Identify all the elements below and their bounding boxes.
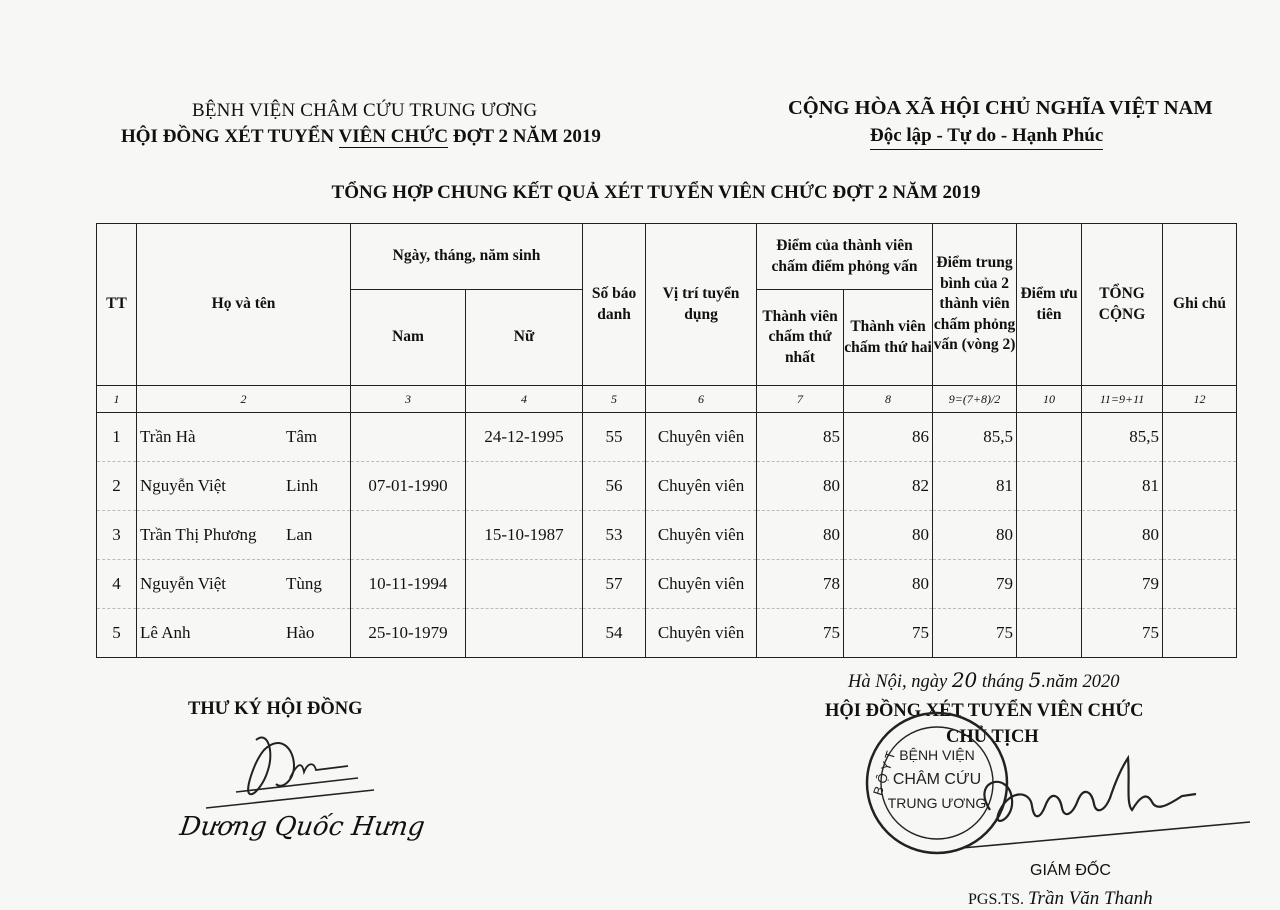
cell-member-1: 85 bbox=[757, 413, 844, 462]
cell-name bbox=[137, 462, 351, 511]
cell-dob-female bbox=[466, 560, 583, 609]
cell-sbd: 57 bbox=[583, 560, 646, 609]
cell-tt: 2 bbox=[97, 462, 137, 511]
org-line-2 bbox=[121, 126, 601, 148]
date-day: 20 bbox=[951, 668, 978, 692]
col-number: 12 bbox=[1163, 386, 1237, 413]
col-number: 6 bbox=[646, 386, 757, 413]
table-row bbox=[97, 511, 1237, 560]
cell-last-name: Lê Anh bbox=[140, 623, 191, 642]
org-line-2-part-b: VIÊN CHỨC bbox=[338, 126, 449, 147]
cell-average: 81 bbox=[933, 462, 1017, 511]
stamp-line-3: TRUNG ƯƠNG bbox=[887, 795, 987, 811]
stamp-ring-text: B Ộ Y T bbox=[870, 749, 899, 798]
cell-note bbox=[1163, 511, 1237, 560]
cell-priority bbox=[1017, 511, 1082, 560]
cell-dob-female: 24-12-1995 bbox=[466, 413, 583, 462]
table-row bbox=[97, 462, 1237, 511]
cell-total: 85,5 bbox=[1082, 413, 1163, 462]
cell-tt: 5 bbox=[97, 609, 137, 658]
cell-dob-male: 10-11-1994 bbox=[351, 560, 466, 609]
org-line-1: BỆNH VIỆN CHÂM CỨU TRUNG ƯƠNG bbox=[192, 100, 538, 121]
cell-dob-female bbox=[466, 462, 583, 511]
col-number: 1 bbox=[97, 386, 137, 413]
cell-member-2: 75 bbox=[844, 609, 933, 658]
chair-signature bbox=[960, 740, 1260, 860]
cell-name bbox=[137, 413, 351, 462]
cell-position: Chuyên viên bbox=[646, 609, 757, 658]
cell-note bbox=[1163, 560, 1237, 609]
org-line-2-part-c: ĐỢT 2 NĂM 2019 bbox=[448, 126, 601, 147]
date-month: 5 bbox=[1028, 668, 1042, 692]
cell-first-name: Linh bbox=[286, 476, 319, 495]
cell-tt: 3 bbox=[97, 511, 137, 560]
cell-tt: 4 bbox=[97, 560, 137, 609]
cell-priority bbox=[1017, 413, 1082, 462]
cell-first-name: Tâm bbox=[286, 427, 318, 446]
cell-average: 80 bbox=[933, 511, 1017, 560]
header-priority: Điểm ưu tiên bbox=[1017, 224, 1082, 386]
stamp-line-2: CHÂM CỨU bbox=[892, 771, 982, 788]
col-number: 9=(7+8)/2 bbox=[933, 386, 1017, 413]
cell-sbd: 55 bbox=[583, 413, 646, 462]
header-sbd: Số báo danh bbox=[583, 224, 646, 386]
chair-title: CHỦ TỊCH bbox=[946, 727, 1039, 747]
cell-priority bbox=[1017, 462, 1082, 511]
cell-first-name: Lan bbox=[286, 525, 313, 544]
cell-member-1: 80 bbox=[757, 511, 844, 560]
cell-dob-male bbox=[351, 511, 466, 560]
cell-priority bbox=[1017, 609, 1082, 658]
header-female: Nữ bbox=[466, 290, 583, 386]
col-number: 11=9+11 bbox=[1082, 386, 1163, 413]
director-signature-line bbox=[968, 888, 1153, 910]
council-title: HỘI ĐỒNG XÉT TUYỂN VIÊN CHỨC bbox=[825, 701, 1144, 721]
col-number: 7 bbox=[757, 386, 844, 413]
header-note: Ghi chú bbox=[1163, 224, 1237, 386]
cell-member-2: 82 bbox=[844, 462, 933, 511]
header-average: Điểm trung bình của 2 thành viên chấm phỏng vấn (vòng 2) bbox=[933, 224, 1017, 386]
cell-member-1: 75 bbox=[757, 609, 844, 658]
cell-priority bbox=[1017, 560, 1082, 609]
director-prefix: PGS.TS. bbox=[968, 891, 1029, 908]
cell-name bbox=[137, 511, 351, 560]
date-prefix: Hà Nội, ngày bbox=[848, 672, 952, 692]
cell-dob-male: 25-10-1979 bbox=[351, 609, 466, 658]
results-table bbox=[96, 223, 1237, 658]
table-row bbox=[97, 560, 1237, 609]
cell-note bbox=[1163, 609, 1237, 658]
header-position: Vị trí tuyển dụng bbox=[646, 224, 757, 386]
cell-tt: 1 bbox=[97, 413, 137, 462]
cell-total: 79 bbox=[1082, 560, 1163, 609]
header-member-2: Thành viên chấm thứ hai bbox=[844, 290, 933, 386]
cell-position: Chuyên viên bbox=[646, 560, 757, 609]
cell-last-name: Trần Thị Phương bbox=[140, 525, 257, 544]
col-number: 2 bbox=[137, 386, 351, 413]
table-row bbox=[97, 413, 1237, 462]
cell-first-name: Tùng bbox=[286, 574, 322, 593]
date-line bbox=[848, 668, 1120, 693]
cell-member-1: 78 bbox=[757, 560, 844, 609]
cell-name bbox=[137, 560, 351, 609]
col-number: 4 bbox=[466, 386, 583, 413]
col-number: 10 bbox=[1017, 386, 1082, 413]
header-tt: TT bbox=[97, 224, 137, 386]
cell-member-2: 80 bbox=[844, 560, 933, 609]
header-interview: Điểm của thành viên chấm điểm phỏng vấn bbox=[757, 224, 933, 290]
cell-sbd: 53 bbox=[583, 511, 646, 560]
cell-dob-female: 15-10-1987 bbox=[466, 511, 583, 560]
header-member-1: Thành viên chấm thứ nhất bbox=[757, 290, 844, 386]
cell-note bbox=[1163, 462, 1237, 511]
secretary-name: Dương Quốc Hưng bbox=[177, 812, 427, 842]
cell-member-1: 80 bbox=[757, 462, 844, 511]
col-number: 3 bbox=[351, 386, 466, 413]
cell-sbd: 56 bbox=[583, 462, 646, 511]
col-number: 5 bbox=[583, 386, 646, 413]
date-month-label: tháng bbox=[977, 672, 1029, 692]
table-row bbox=[97, 609, 1237, 658]
cell-note bbox=[1163, 413, 1237, 462]
cell-position: Chuyên viên bbox=[646, 462, 757, 511]
cell-last-name: Nguyễn Việt bbox=[140, 476, 227, 495]
cell-name bbox=[137, 609, 351, 658]
cell-last-name: Nguyễn Việt bbox=[140, 574, 227, 593]
cell-average: 79 bbox=[933, 560, 1017, 609]
org-line-2-part-a: HỘI ĐỒNG XÉT TUYỂN bbox=[121, 126, 339, 147]
cell-total: 80 bbox=[1082, 511, 1163, 560]
cell-sbd: 54 bbox=[583, 609, 646, 658]
header-dob: Ngày, tháng, năm sinh bbox=[351, 224, 583, 290]
cell-average: 85,5 bbox=[933, 413, 1017, 462]
header-name: Họ và tên bbox=[137, 224, 351, 386]
cell-dob-male: 07-01-1990 bbox=[351, 462, 466, 511]
director-title: GIÁM ĐỐC bbox=[1030, 862, 1111, 879]
cell-position: Chuyên viên bbox=[646, 511, 757, 560]
cell-average: 75 bbox=[933, 609, 1017, 658]
director-name: Trần Văn Thanh bbox=[1028, 888, 1153, 909]
date-year: .năm 2020 bbox=[1041, 672, 1120, 692]
header-male: Nam bbox=[351, 290, 466, 386]
cell-last-name: Trần Hà bbox=[140, 427, 196, 446]
cell-dob-female bbox=[466, 609, 583, 658]
cell-total: 75 bbox=[1082, 609, 1163, 658]
cell-member-2: 86 bbox=[844, 413, 933, 462]
nation-motto: Độc lập - Tự do - Hạnh Phúc bbox=[870, 125, 1103, 150]
cell-dob-male bbox=[351, 413, 466, 462]
cell-member-2: 80 bbox=[844, 511, 933, 560]
stamp-line-1: BỆNH VIỆN bbox=[899, 747, 975, 763]
cell-total: 81 bbox=[1082, 462, 1163, 511]
col-number: 8 bbox=[844, 386, 933, 413]
document-title-text: TỔNG HỢP CHUNG KẾT QUẢ XÉT TUYỂN VIÊN CHỨC ĐỢT 2 NĂM 2019 bbox=[331, 182, 981, 203]
header-total: TỔNG CỘNG bbox=[1082, 224, 1163, 386]
cell-first-name: Hào bbox=[286, 623, 315, 642]
nation-line-1: CỘNG HÒA XÃ HỘI CHỦ NGHĨA VIỆT NAM bbox=[788, 97, 1213, 119]
column-number-row bbox=[97, 386, 1237, 413]
document-title bbox=[0, 182, 1280, 204]
secretary-title: THƯ KÝ HỘI ĐỒNG bbox=[188, 699, 363, 719]
secretary-signature bbox=[198, 722, 378, 814]
cell-position: Chuyên viên bbox=[646, 413, 757, 462]
